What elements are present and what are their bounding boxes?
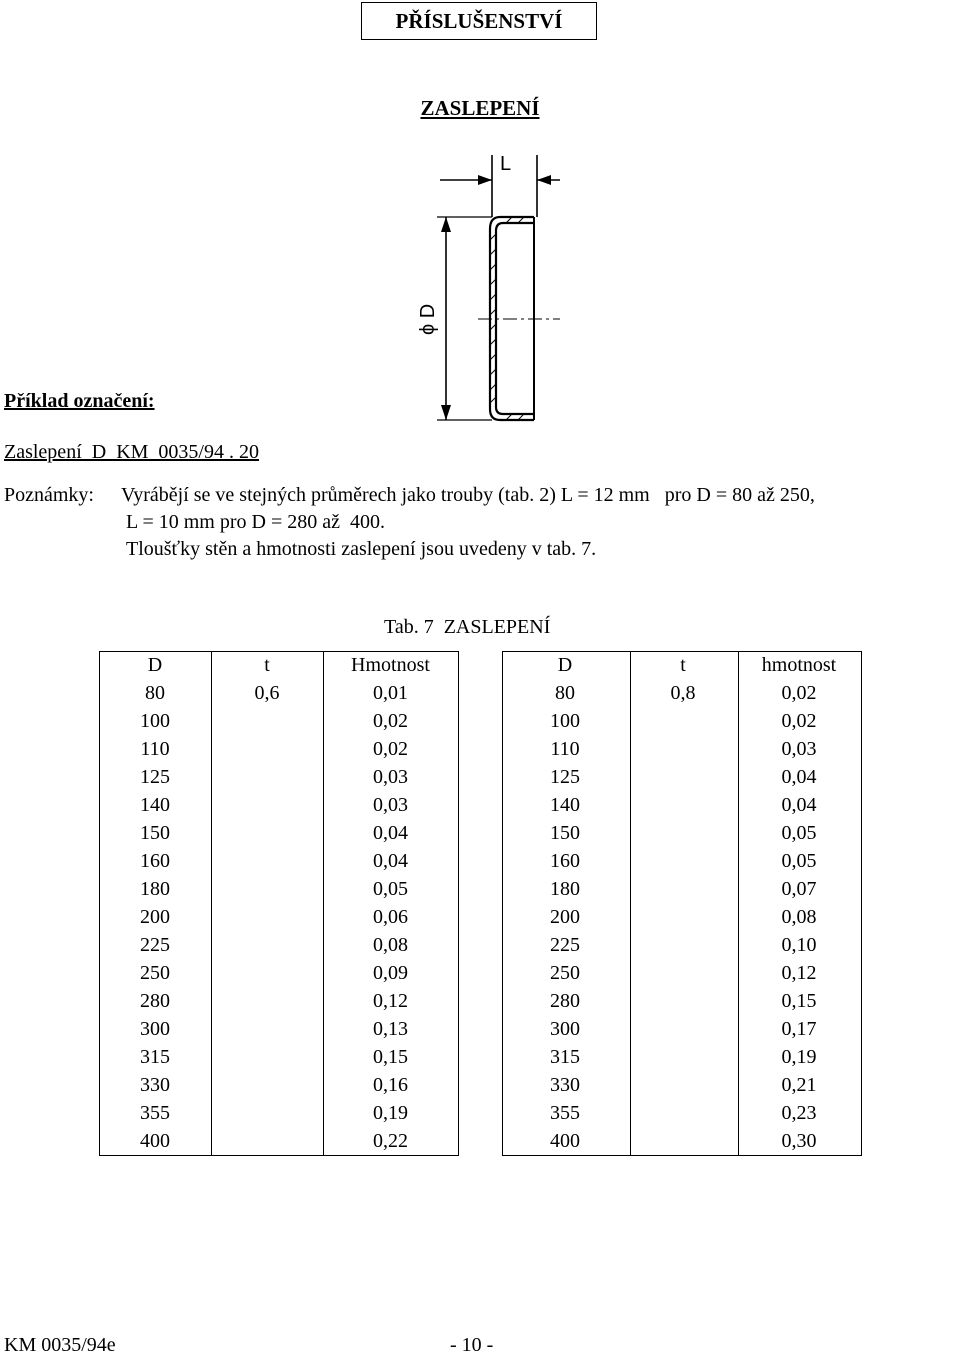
table-row (99, 679, 861, 707)
cell-t (629, 1043, 737, 1071)
cell-mass: 0,01 (373, 682, 408, 704)
cell-d: 250 (140, 962, 170, 984)
cell-mass: 0,15 (373, 1046, 408, 1068)
cell-mass: 0,22 (373, 1130, 408, 1152)
cell-t (211, 1043, 323, 1071)
cell-t (211, 1015, 323, 1043)
cell-d: 300 (550, 1018, 580, 1040)
table-header-row (99, 651, 861, 679)
cell-t (629, 987, 737, 1015)
cell-d: 300 (140, 1018, 170, 1040)
cell-mass: 0,23 (781, 1102, 817, 1124)
cell-t (211, 959, 323, 987)
cell-mass: 0,04 (781, 794, 817, 816)
cell-mass: 0,05 (781, 850, 817, 872)
weights-table (99, 651, 861, 1155)
cell-t (211, 819, 323, 847)
cell-mass: 0,04 (373, 822, 408, 844)
cell-mass: 0,07 (781, 878, 817, 900)
cell-t (629, 1015, 737, 1043)
table-row (99, 1071, 861, 1099)
table-row (99, 791, 861, 819)
cell-d: 225 (140, 934, 170, 956)
cell-mass: 0,16 (373, 1074, 408, 1096)
header-d: D (557, 654, 573, 676)
cell-mass: 0,12 (781, 962, 817, 984)
cell-d: 330 (140, 1074, 170, 1096)
cell-d: 125 (140, 766, 170, 788)
length-label: L (500, 153, 512, 175)
cell-t (629, 959, 737, 987)
cell-mass: 0,13 (373, 1018, 408, 1040)
cell-t (211, 791, 323, 819)
cell-d: 100 (140, 710, 170, 732)
table-row (99, 763, 861, 791)
table-row (99, 1043, 861, 1071)
cell-t (211, 875, 323, 903)
cell-t (211, 1127, 323, 1155)
notes-label: Poznámky: (4, 484, 94, 506)
header-t: t (264, 654, 270, 676)
cell-t (629, 707, 737, 735)
cell-d: 180 (140, 878, 170, 900)
cell-d: 150 (140, 822, 170, 844)
cell-mass: 0,02 (781, 710, 817, 732)
cell-d: 180 (550, 878, 580, 900)
cell-mass: 0,02 (373, 710, 408, 732)
cell-t (211, 847, 323, 875)
cell-mass: 0,04 (373, 850, 408, 872)
cell-t: 0,8 (670, 682, 696, 704)
cell-d: 100 (550, 710, 580, 732)
header-mass: hmotnost (761, 654, 837, 676)
header-t: t (680, 654, 686, 676)
cell-mass: 0,19 (781, 1046, 817, 1068)
example-heading: Příklad označení: (4, 390, 155, 412)
end-cap-drawing (410, 145, 570, 430)
table-row (99, 903, 861, 931)
cell-mass: 0,03 (781, 738, 817, 760)
cell-t (211, 1071, 323, 1099)
cell-t (211, 763, 323, 791)
cell-d: 160 (550, 850, 580, 872)
cell-t (211, 987, 323, 1015)
diameter-label: ϕ D (417, 303, 439, 335)
cell-d: 110 (140, 738, 170, 760)
cell-mass: 0,02 (373, 738, 408, 760)
cell-t (211, 707, 323, 735)
cell-mass: 0,04 (781, 766, 817, 788)
cell-d: 400 (550, 1130, 580, 1152)
cell-mass: 0,17 (781, 1018, 817, 1040)
cell-d: 225 (550, 934, 580, 956)
cell-t: 0,6 (254, 682, 280, 704)
cell-d: 315 (550, 1046, 580, 1068)
table-row (99, 959, 861, 987)
table-row (99, 987, 861, 1015)
header-mass: Hmotnost (351, 654, 430, 676)
cell-d: 355 (550, 1102, 580, 1124)
cell-d: 200 (550, 906, 580, 928)
table-row (99, 931, 861, 959)
cell-t (629, 875, 737, 903)
cell-mass: 0,02 (781, 682, 817, 704)
cell-t (629, 1099, 737, 1127)
cell-mass: 0,21 (781, 1074, 817, 1096)
cell-d: 160 (140, 850, 170, 872)
cell-d: 280 (550, 990, 580, 1012)
cell-mass: 0,15 (781, 990, 817, 1012)
cell-t (211, 735, 323, 763)
cell-t (211, 1099, 323, 1127)
table-row (99, 735, 861, 763)
cell-t (629, 1071, 737, 1099)
cell-mass: 0,03 (373, 794, 408, 816)
cell-mass: 0,05 (781, 822, 817, 844)
cell-t (629, 791, 737, 819)
table-caption: Tab. 7 ZASLEPENÍ (384, 616, 551, 638)
cell-mass: 0,03 (373, 766, 408, 788)
note-line-3: Tloušťky stěn a hmotnosti zaslepení jsou uvedeny v tab. 7. (126, 538, 597, 560)
page-subtitle: ZASLEPENÍ (420, 96, 540, 120)
cell-d: 250 (550, 962, 580, 984)
cell-d: 280 (140, 990, 170, 1012)
table-row (99, 707, 861, 735)
cell-mass: 0,10 (781, 934, 817, 956)
cell-mass: 0,08 (781, 906, 817, 928)
cell-d: 140 (140, 794, 170, 816)
cell-mass: 0,08 (373, 934, 408, 956)
table-row (99, 819, 861, 847)
table-row (99, 847, 861, 875)
doc-code: KM 0035/94e (4, 1334, 116, 1356)
table-row (99, 1015, 861, 1043)
cell-t (211, 903, 323, 931)
example-designation (4, 441, 259, 464)
note-line-2: L = 10 mm pro D = 280 až 400. (126, 511, 386, 533)
cell-d: 140 (550, 794, 580, 816)
cell-t (629, 903, 737, 931)
page-number: - 10 - (450, 1334, 494, 1356)
cell-t (629, 847, 737, 875)
cell-t (629, 931, 737, 959)
cell-d: 150 (550, 822, 580, 844)
cell-mass: 0,06 (373, 906, 408, 928)
cell-d: 315 (140, 1046, 170, 1068)
cell-d: 400 (140, 1130, 170, 1152)
cell-mass: 0,09 (373, 962, 408, 984)
cell-d: 110 (550, 738, 580, 760)
cell-mass: 0,30 (781, 1130, 817, 1152)
cell-t (629, 735, 737, 763)
table-row (99, 1099, 861, 1127)
cell-d: 330 (550, 1074, 580, 1096)
cell-d: 80 (555, 682, 575, 704)
cell-t (629, 763, 737, 791)
cell-d: 125 (550, 766, 580, 788)
table-row (99, 875, 861, 903)
cell-mass: 0,19 (373, 1102, 408, 1124)
header-d: D (147, 654, 163, 676)
table-row (99, 1127, 861, 1155)
cell-d: 200 (140, 906, 170, 928)
note-line-1: Vyrábějí se ve stejných průměrech jako trouby (tab. 2) L = 12 mm pro D = 80 až 250, (121, 484, 815, 506)
section-title: PŘÍSLUŠENSTVÍ (361, 2, 597, 40)
cell-d: 80 (145, 682, 165, 704)
cell-mass: 0,05 (373, 878, 408, 900)
cell-t (629, 1127, 737, 1155)
cell-t (211, 931, 323, 959)
cell-mass: 0,12 (373, 990, 408, 1012)
designation-text: Zaslepení D KM 0035/94 . 20 (4, 441, 259, 463)
cell-d: 355 (140, 1102, 170, 1124)
cell-t (629, 819, 737, 847)
